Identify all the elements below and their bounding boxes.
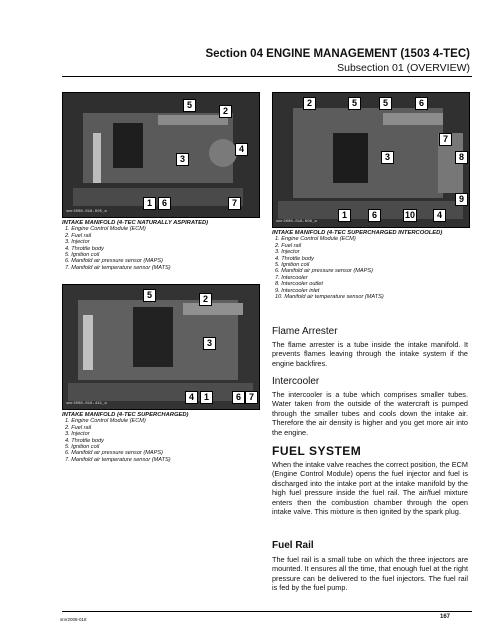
caption-item: 6. Manifold air pressure sensor (MAPS) bbox=[65, 450, 163, 457]
caption-item: 4. Throttle body bbox=[65, 437, 104, 444]
section-title: Section 04 ENGINE MANAGEMENT (1503 4-TEC) bbox=[205, 48, 470, 60]
callout-4: 4 bbox=[235, 143, 248, 156]
caption-title: INTAKE MANIFOLD (4-TEC NATURALLY ASPIRATED) bbox=[62, 220, 209, 226]
callout-5: 5 bbox=[183, 99, 196, 112]
callout-10: 10 bbox=[405, 210, 416, 220]
callout-1: 1 bbox=[200, 391, 213, 404]
caption-item: 7. Intercooler bbox=[275, 274, 308, 281]
fuel-system-heading: FUEL SYSTEM bbox=[272, 444, 362, 458]
caption-item: 1. Engine Control Module (ECM) bbox=[65, 226, 146, 233]
fuel-rail-text: The fuel rail is a small tube on which the three injectors are mounted. It ensures all the time, that enough fuel at the right pressure can be delivered to the fuel injectors. The fuel rail is fed by the fuel pump. bbox=[272, 555, 468, 593]
callout-7: 7 bbox=[228, 197, 241, 210]
figure-1-caption bbox=[62, 220, 262, 271]
caption-item: 9. Intercooler inlet bbox=[275, 287, 320, 294]
callout-6: 6 bbox=[368, 209, 381, 222]
callout-3: 3 bbox=[381, 151, 394, 164]
callout-2: 2 bbox=[199, 293, 212, 306]
fuel-system-text: When the intake valve reaches the correct position, the ECM (Engine Control Module) opens the fuel injector and fuel is discharged into the intake port at the intake manifold by the high fuel pressure inside the fuel rail. The air/fuel mixture enters then the combustion chamber through the open intake valve. This mixture is then ignited by the spark plug. bbox=[272, 460, 468, 517]
caption-item: 6. Manifold air pressure sensor (MAPS) bbox=[275, 268, 373, 275]
callout-5: 5 bbox=[348, 97, 361, 110]
footer-doc-id: smr2008-018 bbox=[60, 617, 87, 622]
callout-3: 3 bbox=[203, 337, 216, 350]
figure-id: smr2008-018-005_a bbox=[66, 210, 107, 214]
callout-6: 6 bbox=[158, 197, 171, 210]
figure-3-caption bbox=[62, 412, 262, 463]
caption-item: 1. Engine Control Module (ECM) bbox=[65, 418, 146, 425]
callout-3: 3 bbox=[176, 153, 189, 166]
caption-title: INTAKE MANIFOLD (4-TEC SUPERCHARGED INTERCOOLED) bbox=[272, 230, 443, 236]
caption-item: 3. Injector bbox=[65, 431, 90, 438]
flame-arrester-text: The flame arrester is a tube inside the intake manifold. It prevents flames leaving through the intake system if the engine backfires. bbox=[272, 340, 468, 368]
footer-rule bbox=[62, 611, 472, 612]
caption-item: 5. Ignition coil bbox=[65, 444, 100, 451]
callout-6: 6 bbox=[415, 97, 428, 110]
intercooler-heading: Intercooler bbox=[272, 376, 320, 387]
caption-item: 4. Throttle body bbox=[65, 245, 104, 252]
caption-title: INTAKE MANIFOLD (4-TEC SUPERCHARGED) bbox=[62, 412, 189, 418]
figure-2-caption bbox=[272, 230, 472, 300]
callout-4: 4 bbox=[433, 209, 446, 222]
flame-arrester-heading: Flame Arrester bbox=[272, 326, 338, 337]
fuel-rail-heading: Fuel Rail bbox=[272, 540, 314, 551]
caption-item: 3. Injector bbox=[275, 249, 300, 256]
callout-4: 4 bbox=[185, 391, 198, 404]
callout-1: 1 bbox=[338, 209, 351, 222]
caption-item: 5. Ignition coil bbox=[275, 262, 310, 269]
figure-engine-supercharged-intercooled bbox=[272, 92, 470, 228]
figure-engine-supercharged bbox=[62, 284, 260, 410]
caption-item: 10. Manifold air temperature sensor (MATS) bbox=[275, 294, 384, 301]
intercooler-text: The intercooler is a tube which comprises smaller tubes. Water taken from the outside of the watercraft is pumped through the smaller tubes and cools down the intake air. Therefore the air density is higher and you get more air into the engine. bbox=[272, 390, 468, 437]
caption-item: 7. Manifold air temperature sensor (MATS) bbox=[65, 264, 171, 271]
callout-7: 7 bbox=[439, 133, 452, 146]
figure-id: smr2008-018-441_a bbox=[66, 402, 107, 406]
caption-item: 1. Engine Control Module (ECM) bbox=[275, 236, 356, 243]
caption-item: 5. Ignition coil bbox=[65, 252, 100, 259]
callout-1: 1 bbox=[143, 197, 156, 210]
callout-6: 6 bbox=[232, 391, 245, 404]
caption-item: 7. Manifold air temperature sensor (MATS) bbox=[65, 456, 171, 463]
callout-9: 9 bbox=[455, 193, 468, 206]
caption-item: 6. Manifold air pressure sensor (MAPS) bbox=[65, 258, 163, 265]
engine-photo-illustration bbox=[63, 285, 259, 409]
callout-2: 2 bbox=[303, 97, 316, 110]
caption-item: 8. Intercooler outlet bbox=[275, 281, 323, 288]
figure-id: smr2008-018-006_a bbox=[276, 220, 317, 224]
callout-5: 5 bbox=[143, 289, 156, 302]
header-rule bbox=[62, 76, 472, 77]
subsection-title: Subsection 01 (OVERVIEW) bbox=[337, 62, 470, 74]
caption-item: 2. Fuel rail bbox=[65, 424, 92, 431]
page-number: 167 bbox=[440, 614, 451, 620]
caption-item: 3. Injector bbox=[65, 239, 90, 246]
caption-item: 2. Fuel rail bbox=[65, 232, 92, 239]
callout-2: 2 bbox=[219, 105, 232, 118]
callout-7: 7 bbox=[245, 391, 258, 404]
callout-8: 8 bbox=[455, 151, 468, 164]
caption-item: 2. Fuel rail bbox=[275, 242, 302, 249]
engine-photo-illustration bbox=[273, 93, 469, 227]
caption-item: 4. Throttle body bbox=[275, 255, 314, 262]
callout-5: 5 bbox=[379, 97, 392, 110]
figure-engine-naturally-aspirated bbox=[62, 92, 260, 218]
